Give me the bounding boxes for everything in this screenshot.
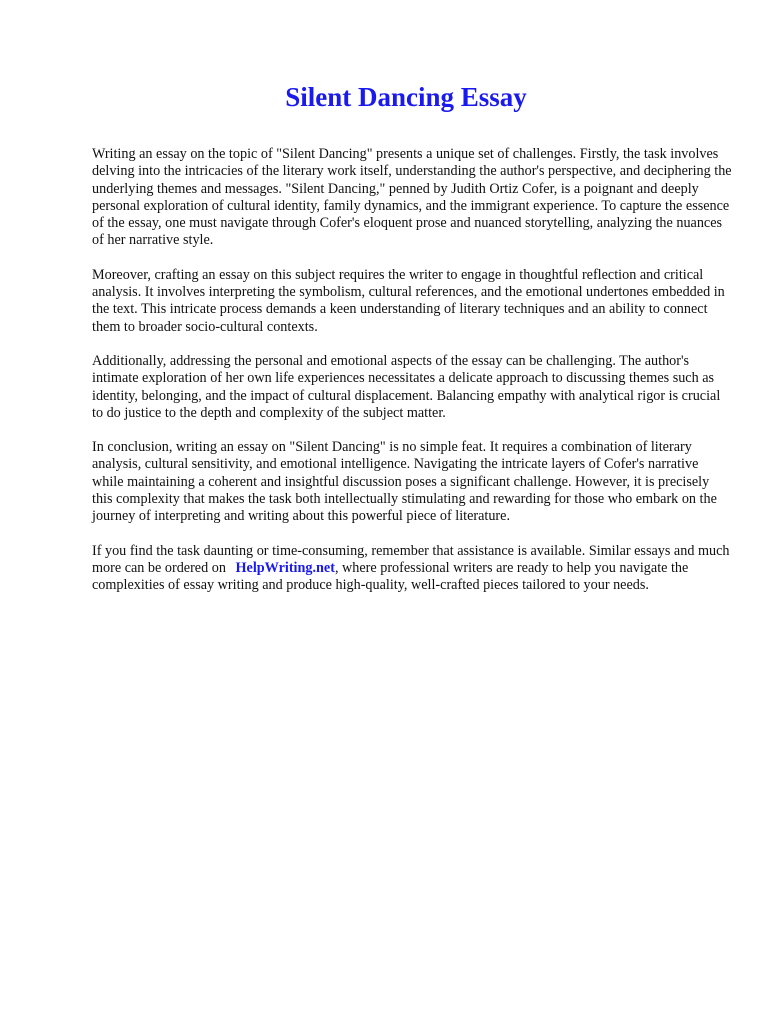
paragraph-4: In conclusion, writing an essay on "Silent Dancing" is no simple feat. It requires a combination of literary analysis, cultural sensitivity, and emotional intelligence. Navigating the intricate layers of Cofer's narrative while maintaining a coherent and insightful discussion poses a significant challenge. However, it is precisely this complexity that makes the task both intellectually stimulating and rewarding for those who embark on the journey of interpreting and writing about this powerful piece of literature. — [92, 439, 717, 525]
paragraph-5 — [92, 543, 732, 595]
paragraph-2: Moreover, crafting an essay on this subject requires the writer to engage in thoughtful reflection and critical analysis. It involves interpreting the symbolism, cultural references, and the emotional undertones embedded in the text. This intricate process demands a keen understanding of literary techniques and an ability to connect them to broader socio-cultural contexts. — [92, 266, 725, 335]
paragraph-1: Writing an essay on the topic of "Silent Dancing" presents a unique set of challenges. Firstly, the task involves delving into the intricacies of the literary work itself, understanding the author's perspective, and deciphering the underlying themes and messages. "Silent Dancing," penned by Judith Ortiz Cofer, is a poignant and deeply personal exploration of cultural identity, family dynamics, and the immigrant experience. To capture the essence of the essay, one must navigate through Cofer's eloquent prose and nuanced storytelling, analyzing the nuances of her narrative style. — [92, 146, 732, 249]
paragraph-5-before-link: If you find the task daunting or time-consuming, remember that assistance is available. Similar essays and much more can be ordered on — [92, 542, 730, 576]
essay-body — [92, 146, 732, 612]
paragraph-5-after-link: , where professional writers are ready to help you navigate the complexities of essay writing and produce high-quality, well-crafted pieces tailored to your needs. — [92, 559, 689, 594]
paragraph-3: Additionally, addressing the personal and emotional aspects of the essay can be challenging. The author's intimate exploration of her own life experiences necessitates a delicate approach to discussing themes such as identity, belonging, and the impact of cultural displacement. Balancing empathy with analytical rigor is crucial to do justice to the depth and complexity of the subject matter. — [92, 352, 721, 421]
page-title: Silent Dancing Essay — [285, 82, 527, 112]
helpwriting-link[interactable]: HelpWriting.net — [235, 559, 335, 576]
